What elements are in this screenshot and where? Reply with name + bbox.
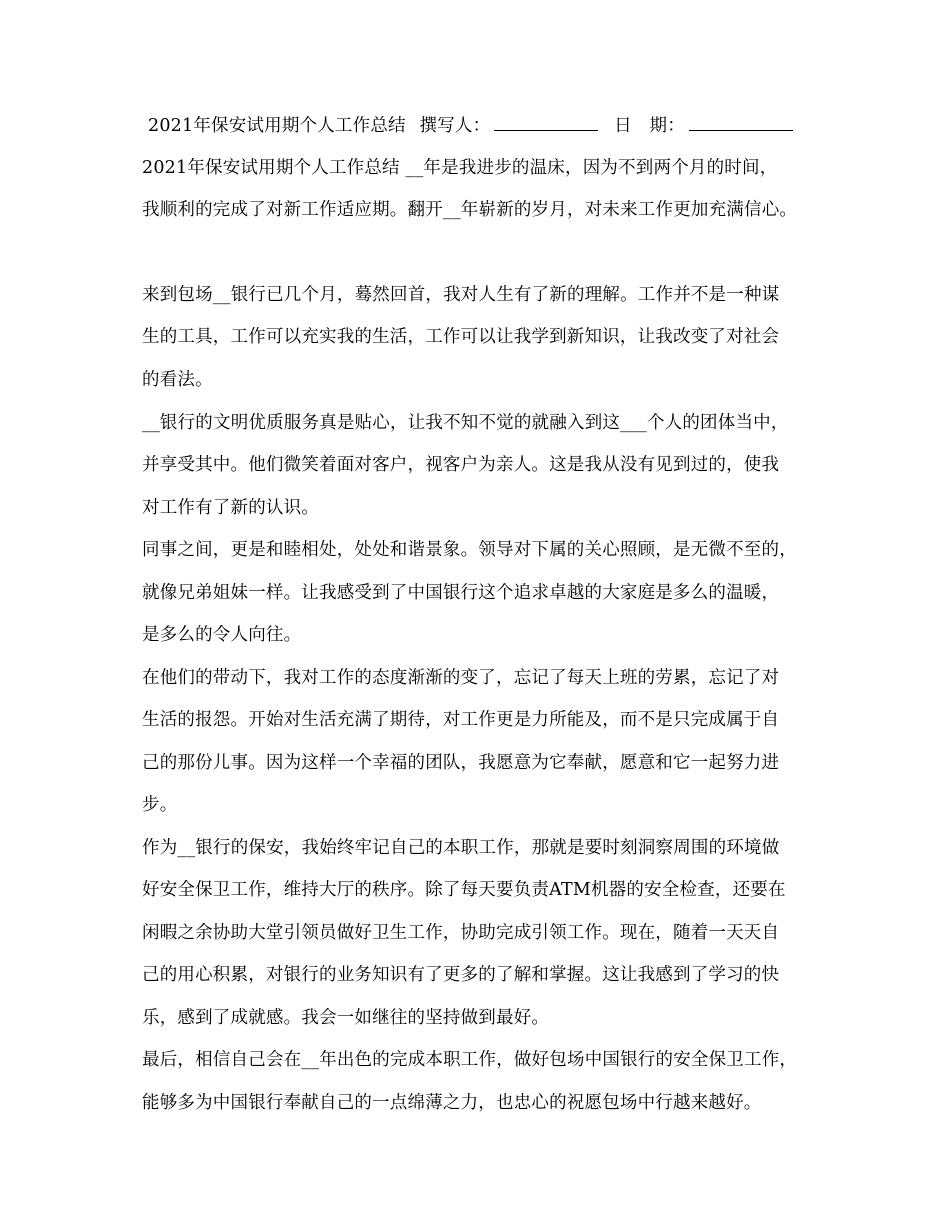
date-label: 日 期： [614,116,685,136]
text-line: 作为__银行的保安，我始终牢记自己的本职工作，那就是要时刻洞察周围的环境做 [142,838,780,858]
text-line: 是多么的令人向往。 [142,625,302,645]
text-line: 同事之间，更是和睦相处，处处和谐景象。领导对下属的关心照顾，是无微不至的， [142,540,797,560]
text-line: 对工作有了新的认识。 [142,498,319,518]
text-line: 我顺利的完成了对新工作适应期。翻开__年崭新的岁月，对未来工作更加充满信心。 [142,200,798,220]
author-blank [494,114,598,131]
text-line: 来到包场__银行已几个月，蓦然回首，我对人生有了新的理解。工作并不是一种谋 [142,285,780,305]
text-line: 并享受其中。他们微笑着面对客户，视客户为亲人。这是我从没有见到过的，使我 [142,455,780,475]
text-line: 闲暇之余协助大堂引领员做好卫生工作，协助完成引领工作。现在，随着一天天自 [142,923,780,943]
author-label: 撰写人： [419,116,491,136]
document-header [148,114,803,138]
text-line: __银行的文明优质服务真是贴心，让我不知不觉的就融入到这___个人的团体当中， [142,413,789,433]
text-line: 步。 [142,795,178,815]
text-line: 生活的报怨。开始对生活充满了期待，对工作更是力所能及，而不是只完成属于自 [142,710,780,730]
text-line: 就像兄弟姐妹一样。让我感受到了中国银行这个追求卓越的大家庭是多么的温暖， [142,583,780,603]
text-line: 生的工具，工作可以充实我的生活，工作可以让我学到新知识，让我改变了对社会 [142,327,780,347]
text-line: 2021年保安试用期个人工作总结 __年是我进步的温床，因为不到两个月的时间， [142,158,778,178]
text-line: 能够多为中国银行奉献自己的一点绵薄之力，也忠心的祝愿包场中行越来越好。 [142,1093,762,1113]
text-line: 乐，感到了成就感。我会一如继往的坚持做到最好。 [142,1008,550,1028]
text-line: 的看法。 [142,370,213,390]
text-line: 最后，相信自己会在__年出色的完成本职工作，做好包场中国银行的安全保卫工作， [142,1050,798,1070]
text-line: 在他们的带动下，我对工作的态度渐渐的变了，忘记了每天上班的劳累，忘记了对 [142,668,780,688]
text-line: 己的用心积累，对银行的业务知识有了更多的了解和掌握。这让我感到了学习的快 [142,965,780,985]
text-line: 好安全保卫工作，维持大厅的秩序。除了每天要负责ATM机器的安全检查，还要在 [142,880,786,900]
document-title: 2021年保安试用期个人工作总结 [148,116,406,136]
date-blank [689,114,793,131]
text-line: 己的那份儿事。因为这样一个幸福的团队，我愿意为它奉献，愿意和它一起努力进 [142,753,780,773]
